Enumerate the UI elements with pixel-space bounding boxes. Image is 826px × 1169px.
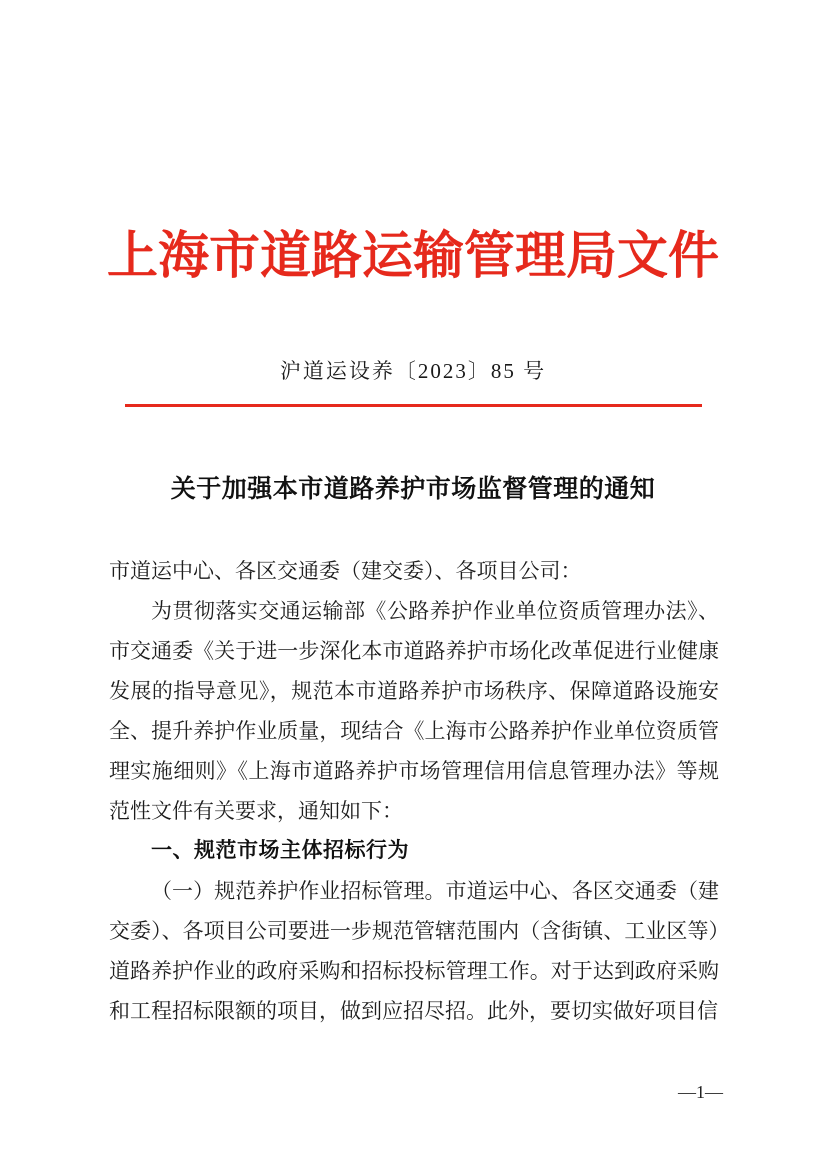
salutation-line: 市道运中心、各区交通委（建交委）、各项目公司：: [109, 559, 582, 583]
agency-header-title: 上海市道路运输管理局文件: [106, 229, 719, 285]
section-paragraph: （一）规范养护作业招标管理。市道运中心、各区交通委（建交委）、各项目公司要进一步规范管辖范围内（含街镇、工业区等）道路养护作业的政府采购和招标投标管理工作。对于达到政府采购和工程招标限额的项目，做到应招尽招。此外，要切实做好项目信: [109, 879, 719, 1023]
section-heading: 一、规范市场主体招标行为: [151, 839, 409, 862]
document-title: 关于加强本市道路养护市场监督管理的通知: [170, 476, 656, 503]
document-body: [109, 551, 719, 1031]
intro-paragraph: 为贯彻落实交通运输部《公路养护作业单位资质管理办法》、市交通委《关于进一步深化本市道路养护市场化改革促进行业健康发展的指导意见》，规范本市道路养护市场秩序、保障道路设施安全、提升养护作业质量，现结合《上海市公路养护作业单位资质管理实施细则》《上海市道路养护市场管理信用信息管理办法》等规范性文件有关要求，通知如下：: [109, 599, 719, 823]
header-divider-rule: [125, 404, 702, 407]
document-number: 沪道运设养〔2023〕85 号: [279, 359, 547, 383]
page-number: —1—: [678, 1082, 723, 1102]
